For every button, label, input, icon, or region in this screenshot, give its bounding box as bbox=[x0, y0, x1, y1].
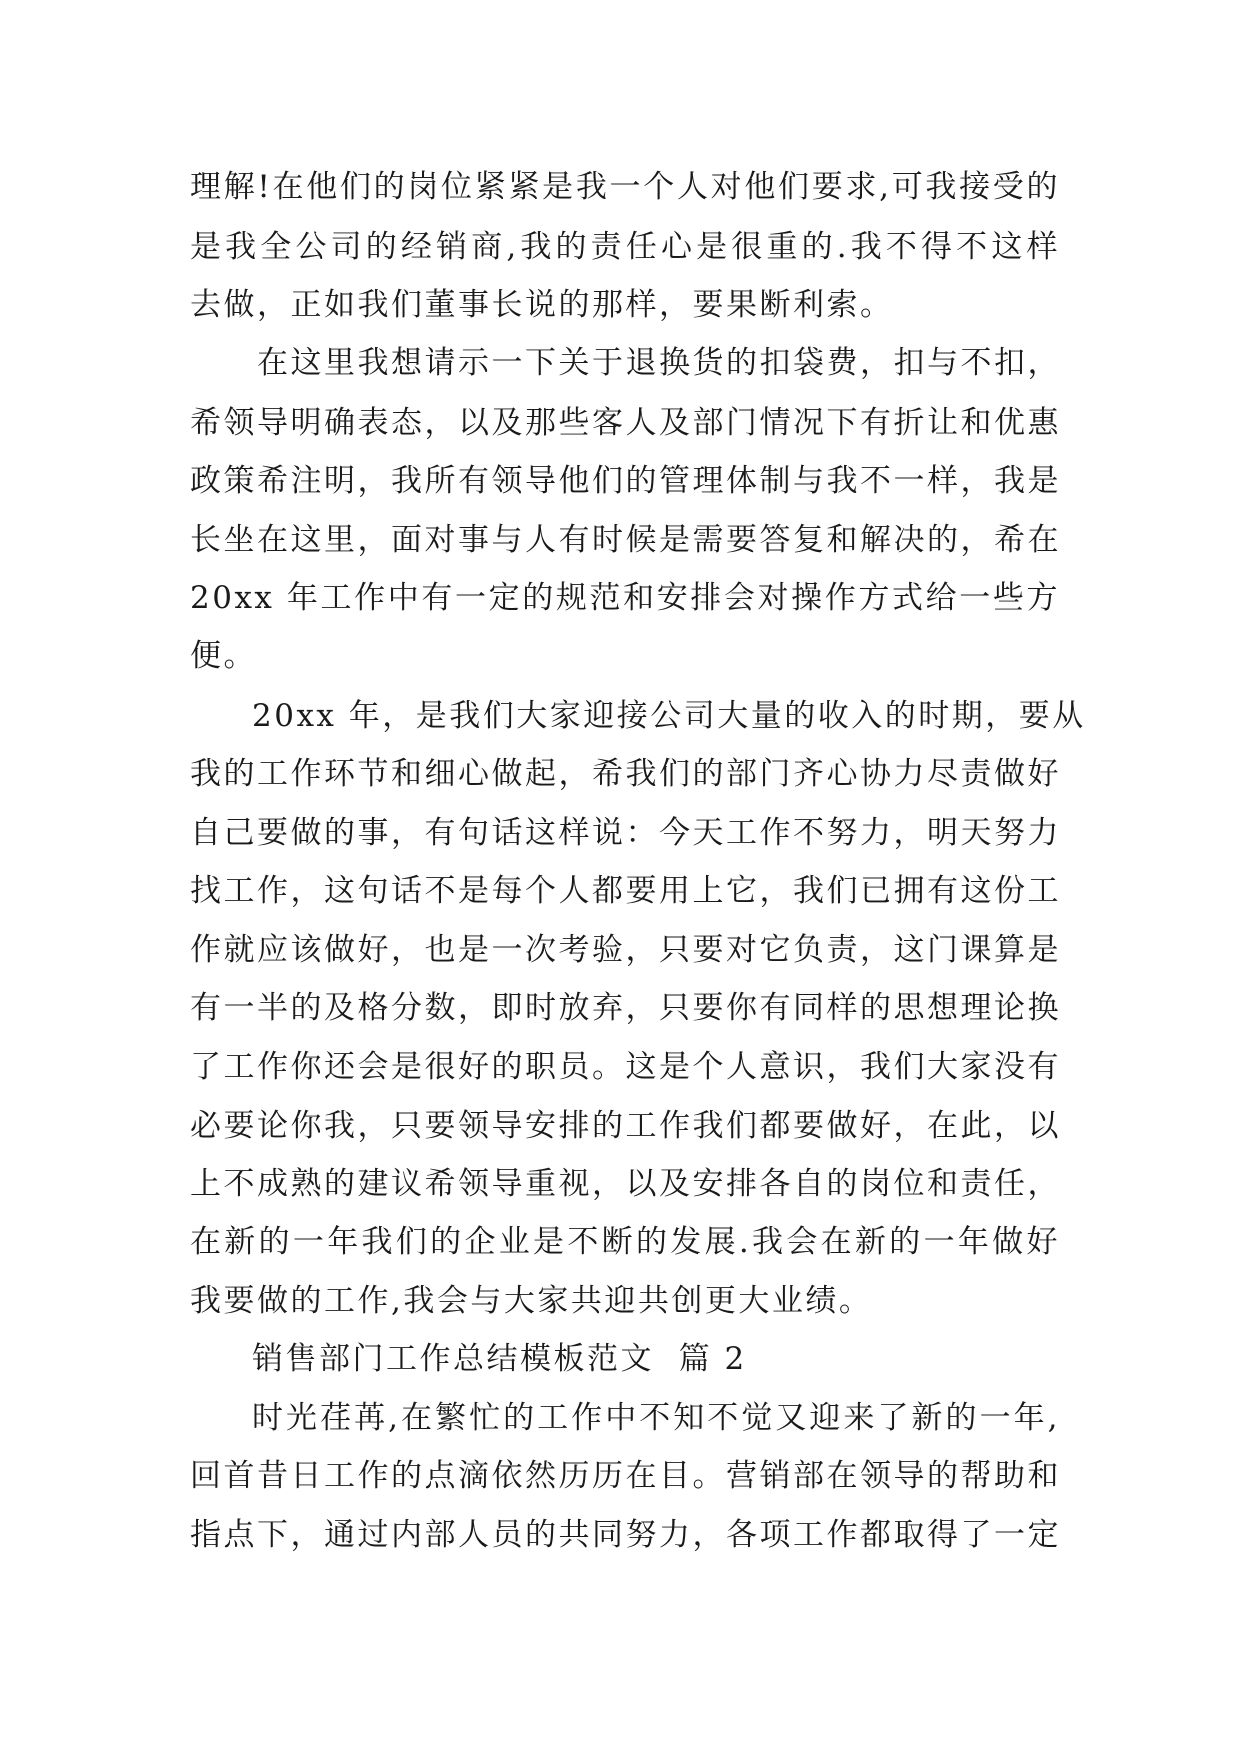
text-line: 是我全公司的经销商,我的责任心是很重的.我不得不这样 bbox=[190, 229, 1060, 265]
text-line: 上不成熟的建议希领导重视，以及安排各自的岗位和责任， bbox=[190, 1166, 1061, 1202]
text-line: 在新的一年我们的企业是不断的发展.我会在新的一年做好 bbox=[190, 1224, 1060, 1260]
text-line: 希领导明确表态，以及那些客人及部门情况下有折让和优惠 bbox=[190, 405, 1061, 441]
text-line: 去做，正如我们董事长说的那样，要果断利索。 bbox=[190, 287, 894, 323]
paragraph-first-line: 在这里我想请示一下关于退换货的扣袋费，扣与不扣， bbox=[257, 345, 1061, 381]
text-line: 便。 bbox=[190, 638, 257, 674]
section-heading: 销售部门工作总结模板范文 篇 2 bbox=[252, 1341, 747, 1377]
text-line: 自己要做的事，有句话这样说：今天工作不努力，明天努力 bbox=[190, 815, 1061, 851]
text-line: 长坐在这里，面对事与人有时候是需要答复和解决的，希在 bbox=[190, 522, 1061, 558]
paragraph-first-line: 20xx 年，是我们大家迎接公司大量的收入的时期，要从 bbox=[252, 698, 1086, 734]
text-line: 回首昔日工作的点滴依然历历在目。营销部在领导的帮助和 bbox=[190, 1458, 1061, 1494]
text-line: 政策希注明，我所有领导他们的管理体制与我不一样，我是 bbox=[190, 463, 1061, 499]
text-line: 有一半的及格分数，即时放弃，只要你有同样的思想理论换 bbox=[190, 990, 1061, 1026]
text-line: 我的工作环节和细心做起，希我们的部门齐心协力尽责做好 bbox=[190, 756, 1061, 792]
text-line: 指点下，通过内部人员的共同努力，各项工作都取得了一定 bbox=[190, 1517, 1061, 1553]
paragraph-first-line: 时光荏苒,在繁忙的工作中不知不觉又迎来了新的一年, bbox=[252, 1400, 1060, 1436]
text-line: 20xx 年工作中有一定的规范和安排会对操作方式给一些方 bbox=[190, 580, 1060, 616]
text-line: 我要做的工作,我会与大家共迎共创更大业绩。 bbox=[190, 1283, 873, 1319]
text-line: 了工作你还会是很好的职员。这是个人意识，我们大家没有 bbox=[190, 1049, 1061, 1085]
text-line: 必要论你我，只要领导安排的工作我们都要做好，在此，以 bbox=[190, 1108, 1061, 1144]
text-line: 作就应该做好，也是一次考验，只要对它负责，这门课算是 bbox=[190, 932, 1061, 968]
text-line: 找工作，这句话不是每个人都要用上它，我们已拥有这份工 bbox=[190, 873, 1061, 909]
text-line: 理解!在他们的岗位紧紧是我一个人对他们要求,可我接受的 bbox=[190, 169, 1060, 205]
